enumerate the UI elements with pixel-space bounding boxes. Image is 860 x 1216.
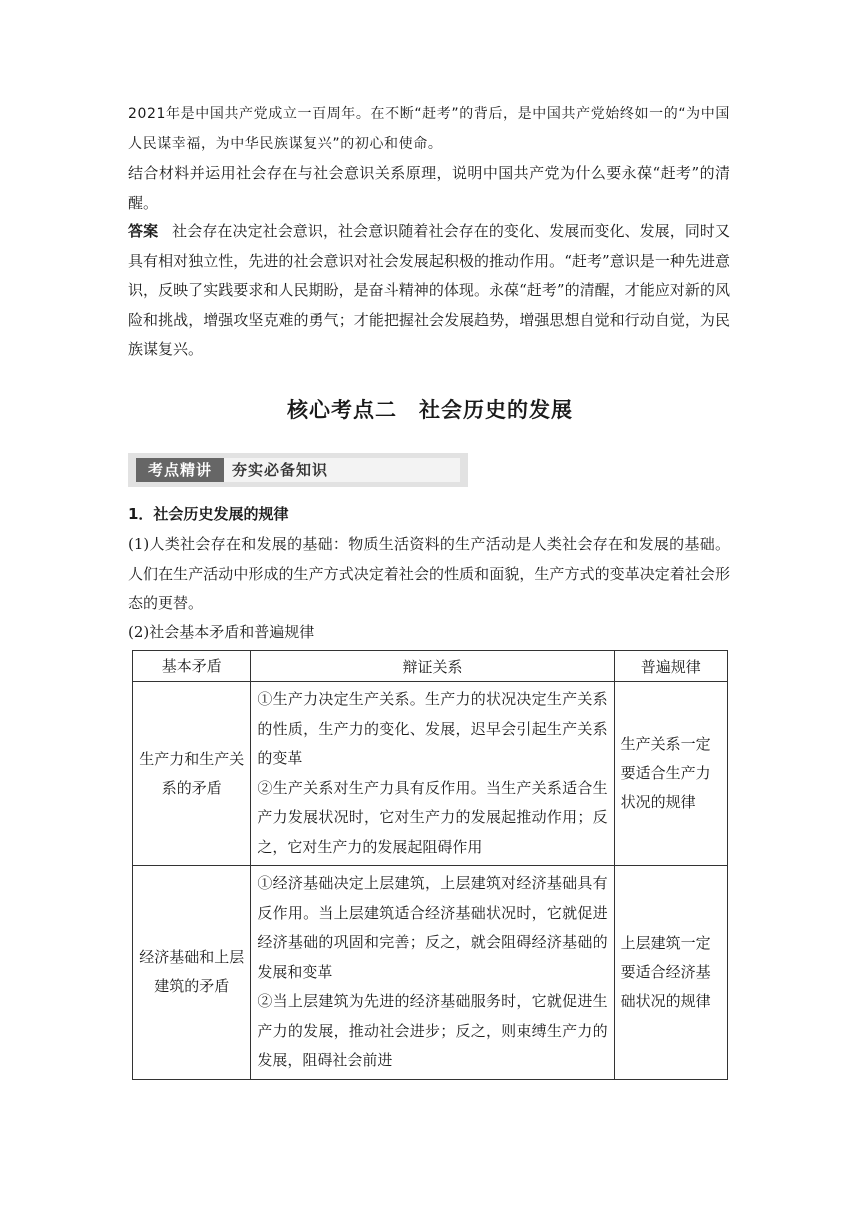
section-title-number: 核心考点二 bbox=[287, 398, 397, 422]
question-paragraph: 结合材料并运用社会存在与社会意识关系原理，说明中国共产党为什么要永葆“赶考”的清醒。 bbox=[128, 164, 730, 212]
table-cell-law: 上层建筑一定要适合经济基础状况的规律 bbox=[614, 866, 727, 1080]
subheading: 1．社会历史发展的规律 bbox=[128, 505, 289, 523]
table-row bbox=[133, 682, 728, 866]
banner-dark-label: 考点精讲 bbox=[136, 458, 224, 482]
table-cell-contradiction: 生产力和生产关系的矛盾 bbox=[133, 682, 251, 866]
material-paragraph: 2021年是中国共产党成立一百周年。在不断“赶考”的背后，是中国共产党始终如一的“为中国人民谋幸福，为中华民族谋复兴”的初心和使命。 bbox=[128, 106, 730, 152]
answer-paragraph bbox=[128, 217, 730, 365]
table-cell-relation bbox=[251, 866, 614, 1080]
banner-light-label: 夯实必备知识 bbox=[224, 458, 460, 482]
table-cell-law: 生产关系一定要适合生产力状况的规律 bbox=[614, 682, 727, 866]
item-1-paragraph: (1)人类社会存在和发展的基础：物质生活资料的生产活动是人类社会存在和发展的基础。人们在生产活动中形成的生产方式决定着社会的性质和面貌，生产方式的变革决定着社会形态的更替。 bbox=[128, 535, 730, 612]
relation-point: ①经济基础决定上层建筑，上层建筑对经济基础具有反作用。当上层建筑适合经济基础状况时，它就促进经济基础的巩固和完善；反之，就会阻碍经济基础的发展和变革 bbox=[257, 874, 608, 981]
table-header-row bbox=[133, 651, 728, 682]
item-2-paragraph: (2)社会基本矛盾和普遍规律 bbox=[128, 623, 315, 641]
table-header-cell: 辩证关系 bbox=[251, 651, 614, 682]
table-header-cell: 基本矛盾 bbox=[133, 651, 251, 682]
contradiction-table bbox=[132, 650, 728, 1080]
relation-point: ②当上层建筑为先进的经济基础服务时，它就促进生产力的发展，推动社会进步；反之，则束缚生产力的发展，阻碍社会前进 bbox=[257, 992, 608, 1069]
table-row bbox=[133, 866, 728, 1080]
relation-point: ②生产关系对生产力具有反作用。当生产关系适合生产力发展状况时，它对生产力的发展起推动作用；反之，它对生产力的发展起阻碍作用 bbox=[257, 778, 608, 856]
relation-point: ①生产力决定生产关系。生产力的状况决定生产关系的性质，生产力的变化、发展，迟早会引起生产关系的变革 bbox=[257, 690, 608, 767]
table-cell-relation bbox=[251, 682, 614, 866]
answer-label: 答案 bbox=[128, 222, 159, 240]
table-cell-contradiction: 经济基础和上层建筑的矛盾 bbox=[133, 866, 251, 1080]
section-title bbox=[0, 394, 860, 424]
answer-text: 社会存在决定社会意识，社会意识随着社会存在的变化、发展而变化、发展，同时又具有相对独立性，先进的社会意识对社会发展起积极的推动作用。“赶考”意识是一种先进意识，反映了实践要求和人民期盼，是奋斗精神的体现。永葆“赶考”的清醒，才能应对新的风险和挑战，增强攻坚克难的勇气；才能把握社会发展趋势，增强思想自觉和行动自觉，为民族谋复兴。 bbox=[128, 222, 730, 358]
table-header-cell: 普遍规律 bbox=[614, 651, 727, 682]
section-title-topic: 社会历史的发展 bbox=[419, 398, 573, 422]
section-banner bbox=[128, 453, 468, 487]
